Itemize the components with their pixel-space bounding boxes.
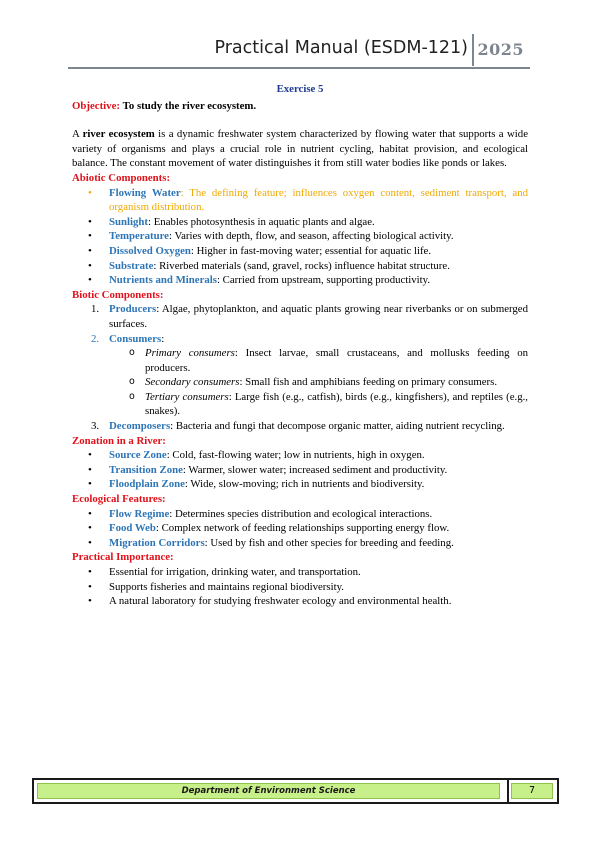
list-item: • Supports fisheries and maintains regional biodiversity. <box>109 580 528 595</box>
item-term: Consumers <box>109 332 162 345</box>
item-number: 1. <box>91 303 100 316</box>
list-item <box>109 244 528 259</box>
item-term: Decomposers <box>109 420 171 433</box>
sub-text: : Small fish and amphibians feeding on primary consumers. <box>239 376 498 389</box>
item-sep: : <box>204 536 208 549</box>
item-term: Source Zone <box>109 449 167 462</box>
objective-text: To study the river ecosystem. <box>122 99 257 112</box>
item-text: Warmer, slower water; increased sediment and productivity. <box>185 463 448 476</box>
item-sep: : <box>180 186 184 199</box>
list-item: • Essential for irrigation, drinking water, and transportation. <box>109 565 528 580</box>
page-content <box>72 82 528 609</box>
item-text: Determines species distribution and ecological interactions. <box>172 507 433 520</box>
item-text: Enables photosynthesis in aquatic plants and algae. <box>151 215 375 228</box>
ecological-heading: Ecological Features: <box>72 493 166 506</box>
zonation-heading: Zonation in a River: <box>72 434 166 447</box>
list-item <box>109 463 528 478</box>
biotic-list <box>72 302 528 433</box>
zonation-list <box>72 448 528 492</box>
sub-text: : Large fish (e.g., catfish), birds (e.g., kingfishers), and reptiles (e.g., snakes). <box>145 390 528 418</box>
list-item <box>109 521 528 536</box>
page-number: 7 <box>511 783 553 799</box>
list-item <box>109 536 528 551</box>
list-item <box>109 273 528 288</box>
list-item <box>91 332 529 420</box>
item-term: Migration Corridors <box>109 536 205 549</box>
item-sep: : <box>155 522 159 535</box>
intro-term: river ecosystem <box>82 128 155 141</box>
footer-divider <box>507 780 509 802</box>
item-term: Producers <box>109 303 157 316</box>
sub-text: : Insect larvae, small crustaceans, and mollusks feeding on producers. <box>145 347 529 374</box>
item-sep: : <box>190 244 194 257</box>
list-item <box>145 375 528 390</box>
manual-title: Practical Manual (ESDM-121) <box>214 38 468 58</box>
item-sep: : <box>153 259 157 272</box>
ecological-list <box>72 507 528 551</box>
item-text: Wide, slow-moving; rich in nutrients and biodiversity. <box>187 478 425 491</box>
item-term: Food Web <box>109 522 156 535</box>
exercise-title: Exercise 5 <box>276 83 324 95</box>
page-header <box>68 38 530 70</box>
item-sep: : <box>156 303 160 316</box>
item-term: Floodplain Zone <box>109 478 185 491</box>
item-term: Temperature <box>109 230 169 243</box>
item-text: Complex network of feeding relationships supporting energy flow. <box>158 522 450 535</box>
intro-text: is a dynamic freshwater system characterized by flowing water that supports a wide variety of organisms and plays a crucial role in nutrient cycling, habitat provision, and ecological balance. The constant movement of water distinguishes it from still water bodies like ponds or lakes. <box>72 128 528 170</box>
item-text: Varies with depth, flow, and season, affecting biological activity. <box>171 230 454 243</box>
item-number: 3. <box>91 420 100 433</box>
sub-term: Secondary consumers <box>145 376 240 389</box>
item-sep: : <box>161 332 165 345</box>
abiotic-heading: Abiotic Components: <box>72 171 171 184</box>
list-item <box>109 477 528 492</box>
item-sep: : <box>170 420 174 433</box>
practical-heading: Practical Importance: <box>72 551 174 564</box>
item-text: Riverbed materials (sand, gravel, rocks) influence habitat structure. <box>156 259 450 272</box>
item-term: Substrate <box>109 259 154 272</box>
item-term: Sunlight <box>109 215 149 228</box>
item-sep: : <box>166 449 170 462</box>
list-item <box>109 259 528 274</box>
list-item <box>109 507 528 522</box>
item-text: Algae, phytoplankton, and aquatic plants growing near riverbanks or on submerged surfaces. <box>109 303 528 330</box>
objective <box>72 99 528 114</box>
item-sep: : <box>216 274 220 287</box>
item-sep: : <box>168 230 172 243</box>
consumer-sublist <box>109 346 528 419</box>
item-sep: : <box>169 507 173 520</box>
page-footer <box>32 778 559 804</box>
item-text: Cold, fast-flowing water; low in nutrients, high in oxygen. <box>169 449 425 462</box>
list-item: • A natural laboratory for studying freshwater ecology and environmental health. <box>109 594 528 609</box>
item-text: The defining feature; influences oxygen content, sediment transport, and organism distribution. <box>109 186 528 214</box>
item-term: Transition Zone <box>109 463 183 476</box>
item-text: Higher in fast-moving water; essential for aquatic life. <box>193 244 432 257</box>
item-term: Nutrients and Minerals <box>109 274 217 287</box>
intro-prefix: A <box>72 128 83 141</box>
list-item <box>109 229 528 244</box>
sub-term: Tertiary consumers <box>145 390 229 403</box>
item-term: Flowing Water <box>109 186 181 199</box>
list-item <box>91 302 528 331</box>
abiotic-list <box>72 186 528 288</box>
sub-term: Primary consumers <box>145 347 235 360</box>
item-text: Carried from upstream, supporting productivity. <box>219 274 431 287</box>
list-item <box>145 390 528 419</box>
biotic-heading: Biotic Components: <box>72 288 164 301</box>
list-item <box>109 186 528 215</box>
header-year: 2025 <box>477 40 524 59</box>
item-text: Bacteria and fungi that decompose organic matter, aiding nutrient recycling. <box>173 420 505 433</box>
item-term: Flow Regime <box>109 507 170 520</box>
item-sep: : <box>184 478 188 491</box>
objective-label: Objective: <box>72 99 120 112</box>
list-item <box>109 215 528 230</box>
list-item <box>91 419 528 434</box>
item-term: Dissolved Oxygen <box>109 244 191 257</box>
header-divider <box>472 34 474 66</box>
intro-paragraph <box>72 127 528 171</box>
department-name: Department of Environment Science <box>37 783 500 799</box>
item-number: 2. <box>91 332 100 345</box>
list-item <box>109 448 528 463</box>
item-sep: : <box>182 463 186 476</box>
header-rule <box>68 67 530 69</box>
list-item <box>145 346 528 375</box>
item-text: Used by fish and other species for breeding and feeding. <box>207 536 454 549</box>
practical-list <box>72 565 528 609</box>
item-sep: : <box>148 215 152 228</box>
